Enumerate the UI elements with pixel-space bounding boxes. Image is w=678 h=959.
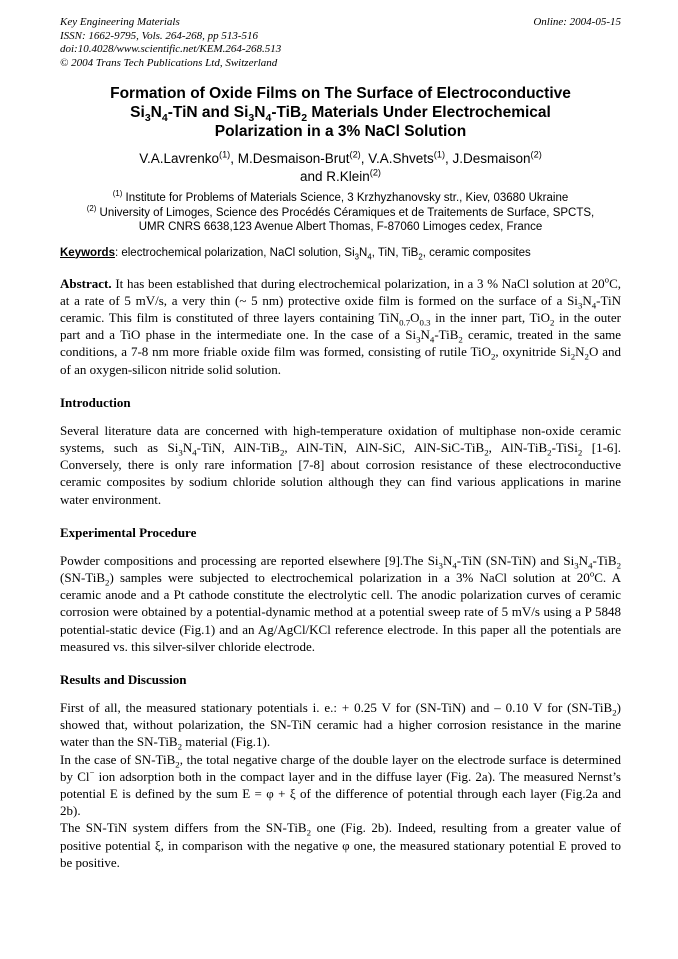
journal-name: Key Engineering Materials bbox=[60, 16, 180, 28]
authors-line-1: V.A.Lavrenko$^{(1)}$, M.Desmaison-Brut$^{(2)}$, V.A.Shvets$^{(1)}$, J.Desmaison$^{(2)}$ bbox=[139, 149, 542, 166]
affiliation-2: $^{(2)}$ University of Limoges, Science des Procédés Céramiques et de Traitements de Surface, SPCTS, UMR CNRS 6638,123 Avenue Albert Thomas, F-87060 Limoges cedex, France bbox=[86, 203, 595, 233]
section-paragraph-results-1: First of all, the measured stationary potentials i. e.: + 0.25 V for (SN-TiN) and – 0.10 V for (SN-TiB$_2$) showed that, without polarization, the SN-TiN ceramic had a higher corrosion resistance in the marine water than the SN-TiB$_2$ material (Fig.1). bbox=[60, 699, 621, 752]
issn-line: ISSN: 1662-9795, Vols. 264-268, pp 513-516 bbox=[60, 29, 258, 42]
doi-line: doi:10.4028/www.scientific.net/KEM.264-268.513 bbox=[60, 43, 282, 55]
paper-title: Formation of Oxide Films on The Surface of Electroconductive $Si_3N_4$-TiN and $Si_3N_4-TiB_2$ Materials Under Electrochemical Polarization in a 3% NaCl Solution bbox=[110, 85, 571, 140]
abstract-label: Abstract. bbox=[60, 275, 112, 291]
section-paragraph-results-2: In the case of SN-TiB$_2$, the total negative charge of the double layer on the electrode surface is determined by Cl− ion adsorption both in the compact layer and in the diffuse layer (Fig. 2a). The measured Nernst’s potential E is defined by the sum E = φ + ξ of the difference of potential through each layer (Fig.2a and 2b). bbox=[60, 751, 622, 819]
section-paragraph-introduction: Several literature data are concerned with high-temperature oxidation of multiphase non-oxide ceramic systems, such as $Si_3N_4$-TiN, AlN-TiB$_2$, AlN-TiN, AlN-SiC, AlN-SiC-TiB$_2$, AlN-TiB$_2$-TiSi$_2$ [1-6]. Conversely, there is only rare information [7-8] about corrosion resistance of these electroconductive ceramic composites by sodium chloride solution although they can find various applications in marine water environment. bbox=[60, 422, 621, 507]
authors-block bbox=[60, 150, 621, 185]
keywords-text: : electrochemical polarization, NaCl solution, $Si_3N_4$, TiN, TiB$_2$, ceramic composites bbox=[114, 246, 531, 261]
section-heading-introduction: Introduction bbox=[60, 394, 131, 410]
section-paragraph-experimental: Powder compositions and processing are reported elsewhere [9].The $Si_3N_4$-TiN (SN-TiN) and $Si_3N_4-TiB_2$ (SN-TiB$_2$) samples were subjected to electrochemical polarization in a 3% NaCl solution at 20$^o$C. A ceramic anode and a Pt cathode constitute the electrolytic cell. The anodic polarization curves of ceramic corrosion were obtained by a potential-dynamic method at a potential sweep rate of 5 mV/s using a P 5848 potential-static device (Fig.1) and an Ag/AgCl/KCl reference electrode. In this paper all the potentials are measured vs. this silver-silver chloride electrode. bbox=[60, 552, 622, 654]
abstract bbox=[60, 275, 621, 378]
affiliation-1: $^{(1)}$ Institute for Problems of Materials Science, 3 Krzhyzhanovsky str., Kiev, 03680 Ukraine bbox=[112, 189, 569, 204]
abstract-text: It has been established that during electrochemical polarization, in a 3 % NaCl solution at 20$^o$C, at a rate of 5 mV/s, a very thin (~ 5 nm) protective oxide film is formed on the surface of a $Si_3N_4$-TiN ceramic. This film is constituted of three layers containing $TiN_{0.7}O_{0.3}$ in the inner part, TiO$_2$ in the outer part and a TiO phase in the intermediate one. In the case of a $Si_3N_4-TiB_2$ ceramic, treated in the same conditions, a 7-8 nm more friable oxide film was formed, consisting of rutile TiO$_2$, oxynitride $Si_2N_2O$ and of an oxygen-silicon nitride solid solution. bbox=[60, 274, 621, 377]
online-date: Online: 2004-05-15 bbox=[533, 16, 621, 28]
authors-line-2: and R.Klein$^{(2)}$ bbox=[299, 167, 381, 184]
keywords-line bbox=[60, 246, 621, 261]
affiliations-block bbox=[60, 191, 621, 235]
journal-header bbox=[60, 16, 621, 70]
section-heading-results-discussion: Results and Discussion bbox=[60, 671, 187, 687]
copyright-line: © 2004 Trans Tech Publications Ltd, Switzerland bbox=[60, 56, 278, 69]
keywords-label: Keywords bbox=[60, 246, 115, 259]
section-paragraph-results-3: The SN-TiN system differs from the SN-TiB$_2$ one (Fig. 2b). Indeed, resulting from a greater value of positive potential ξ, in comparison with the negative φ one, the measured stationary potential E proved to be positive. bbox=[60, 820, 621, 870]
section-heading-experimental-procedure: Experimental Procedure bbox=[60, 524, 197, 540]
